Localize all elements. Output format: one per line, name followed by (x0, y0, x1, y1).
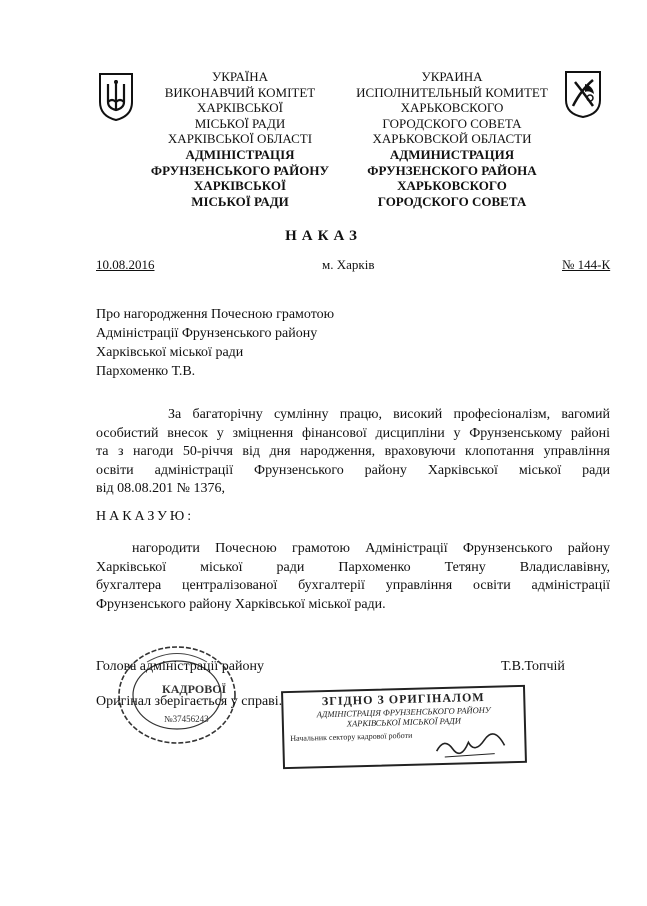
body-line: від 08.08.201 № 1376, (96, 481, 225, 496)
stamp-org-line: АДМІНІСТРАЦІЯ ФРУНЗЕНСЬКОГО РАЙОНУ (316, 704, 491, 720)
left-line: МІСЬКОЇ РАДИ (191, 193, 289, 209)
order-number: № 144-К (562, 257, 611, 272)
body-line: освіти адміністрації Фрунзенського району Харківської міської ради (96, 462, 610, 478)
stamp-role: Начальник сектору кадрової роботи (290, 730, 413, 743)
left-line: АДМІНІСТРАЦІЯ (185, 146, 295, 162)
right-line: ХАРЬКОВСКОЙ ОБЛАСТИ (372, 131, 532, 147)
body-line: особистий внесок у зміцнення фінансової дисципліни у Фрунзенському районі (96, 425, 610, 441)
copy-certification-stamp (281, 685, 527, 769)
subject-line: Харківської міської ради (96, 345, 244, 360)
right-line: АДМИНИСТРАЦИЯ (389, 146, 515, 162)
left-line: УКРАЇНА (212, 69, 268, 84)
left-line: ХАРКІВСЬКОЇ (193, 178, 287, 194)
decision-line: нагородити Почесною грамотою Адміністрації Фрунзенського району (132, 541, 610, 556)
seal-text: КАДРОВОЇ (162, 682, 227, 696)
right-line: ХАРЬКОВСКОГО (400, 100, 504, 116)
header-right-russian (352, 69, 552, 209)
order-date: 10.08.2016 (96, 257, 155, 272)
left-line: ХАРКІВСЬКОЇ ОБЛАСТІ (167, 131, 313, 147)
trident-coat-of-arms-icon (96, 72, 136, 122)
stamp-org-line: ХАРКІВСЬКОЇ МІСЬКОЇ РАДИ (346, 715, 462, 729)
body-line: та з нагоди 50-річчя від дня народження, враховуючи клопотання управління (96, 444, 610, 459)
subject-line: Адміністрації Фрунзенського району (96, 326, 318, 341)
subject-line: Про нагородження Почесною грамотою (96, 307, 335, 322)
decision-line: бухгалтера централізованої бухгалтерії управління освіти адміністрації (96, 578, 610, 593)
header-left-ukrainian (150, 69, 330, 209)
left-line: ВИКОНАВЧИЙ КОМІТЕТ (164, 84, 316, 100)
order-subject (96, 305, 334, 381)
right-line: ИСПОЛНИТЕЛЬНЫЙ КОМИТЕТ (356, 84, 548, 100)
right-line: ГОРОДСКОГО СОВЕТА (377, 193, 527, 209)
handwritten-signature (434, 731, 515, 759)
subject-line: Пархоменко Т.В. (96, 364, 196, 379)
stamp-title: ЗГІДНО З ОРИГІНАЛОМ (321, 689, 485, 709)
order-place: м. Харків (322, 257, 375, 272)
left-line: ХАРКІВСЬКОЇ (197, 100, 283, 116)
right-line: ФРУНЗЕНСКОГО РАЙОНА (367, 162, 537, 178)
order-preamble (96, 406, 610, 499)
left-line: ФРУНЗЕНСЬКОГО РАЙОНУ (150, 162, 330, 178)
right-line: ГОРОДСКОГО СОВЕТА (382, 115, 522, 131)
document-title: НАКАЗ (285, 228, 362, 244)
body-line: За багаторічну сумлінну працю, високий професіоналізм, вагомий (168, 407, 610, 422)
original-note: Оригінал зберігається у справі. (96, 694, 283, 709)
right-line: ХАРЬКОВСКОГО (397, 178, 507, 194)
right-line: УКРАИНА (421, 69, 483, 84)
decision-line: Харківської міської ради Пархоменко Тетяну Владиславівну, (96, 559, 610, 575)
seal-number: №37456243 (164, 714, 209, 724)
left-line: МІСЬКОЇ РАДИ (194, 115, 286, 131)
order-decision (96, 540, 610, 614)
kharkiv-city-coat-of-arms-icon (563, 70, 603, 118)
signature-name: Т.В.Топчій (501, 659, 565, 674)
decision-line: Фрунзенського району Харківської міської ради. (96, 596, 386, 612)
signature-title: Голова адміністрації району (96, 659, 264, 674)
command-heading: НАКАЗУЮ: (96, 509, 195, 524)
